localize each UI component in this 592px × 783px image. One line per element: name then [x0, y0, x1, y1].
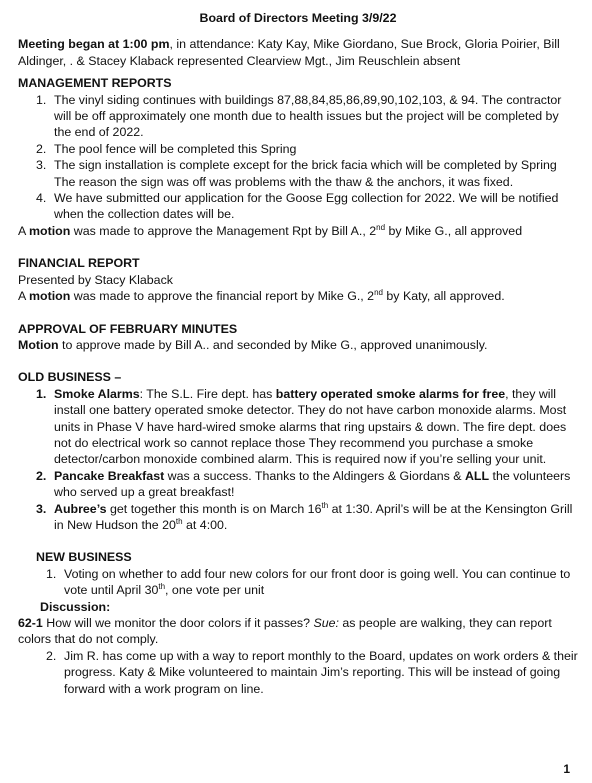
list-item: 1. The vinyl siding continues with buildings 87,88,84,85,86,89,90,102,103, & 94. The contractor will be off approximately one month due to health issues but the project will be completed by the end of 2022. [36, 92, 562, 140]
management-motion: A motion was made to approve the Management Rpt by Bill A., 2nd by Mike G., all approved [18, 222, 523, 238]
management-heading: MANAGEMENT REPORTS [18, 76, 172, 91]
minutes-heading: APPROVAL OF FEBRUARY MINUTES [18, 321, 238, 336]
old-business-heading: OLD BUSINESS – [18, 370, 122, 385]
financial-presenter: Presented by Stacy Klaback [18, 272, 173, 287]
list-item: 3. Aubree’s get together this month is on March 16th at 1:30. April’s will be at the Kensington Grill in New Hudson the 20th at 4:00. [36, 500, 573, 532]
document-title: Board of Directors Meeting 3/9/22 [199, 11, 397, 25]
financial-motion: A motion was made to approve the financial report by Mike G., 2nd by Katy, all approved. [18, 287, 505, 304]
new-business-heading: NEW BUSINESS [36, 550, 132, 565]
page-number: 1 [563, 761, 570, 776]
list-item: 1. Smoke Alarms: The S.L. Fire dept. has battery operated smoke alarms for free, they will install one battery operated smoke detector. They do not have carbon monoxide alarms. Most units in Phase V have hard-wired smoke alarms that ring upstairs & down. The fire dept. does not do electrical work so cannot replace those They recommend you purchase a smoke detector/carbon monoxide combined alarm. This is required now if you’re selling your unit. [36, 386, 567, 467]
discussion-question: 62-1 How will we monitor the door colors if it passes? Sue: as people are walking, they can report colors that do not comply. [18, 616, 552, 647]
meeting-opening [18, 36, 578, 69]
new-business-list [18, 566, 578, 599]
old-business-list [18, 386, 578, 534]
financial-heading: FINANCIAL REPORT [18, 256, 140, 271]
list-item: 4. We have submitted our application for the Goose Egg collection for 2022. We will be notified when the collection dates will be. [36, 191, 559, 222]
list-item: 2. The pool fence will be completed this Spring [36, 141, 297, 156]
minutes-motion: Motion to approve made by Bill A.. and seconded by Mike G., approved unanimously. [18, 337, 488, 352]
new-business-list-2 [18, 648, 578, 697]
discussion-label: Discussion: [40, 599, 111, 614]
list-item: 1. Voting on whether to add four new colors for our front door is going well. You can continue to vote until April 30th, one vote per unit [46, 566, 571, 598]
opening-label: Meeting began at 1:00 pm [18, 37, 170, 52]
list-item: 2. Pancake Breakfast was a success. Thanks to the Aldingers & Giordans & ALL the volunteers who served up a great breakfast! [36, 468, 571, 500]
management-list [18, 92, 578, 223]
list-item: 2. Jim R. has come up with a way to report monthly to the Board, updates on work orders & their progress. Katy & Mike volunteered to maintain Jim’s reporting. This will be instead of going forward with a work program on line. [46, 648, 578, 696]
list-item: 3. The sign installation is complete except for the brick facia which will be completed by Spring The reason the sign was off was problems with the thaw & the anchors, it was fixed. [36, 158, 557, 189]
opening-text: , in attendance: Katy Kay, Mike Giordano, Sue Brock, Gloria Poirier, Bill Aldinger, . & Stacey Klaback represented Clearview Mgt., Jim Reuschlein absent [18, 37, 560, 68]
